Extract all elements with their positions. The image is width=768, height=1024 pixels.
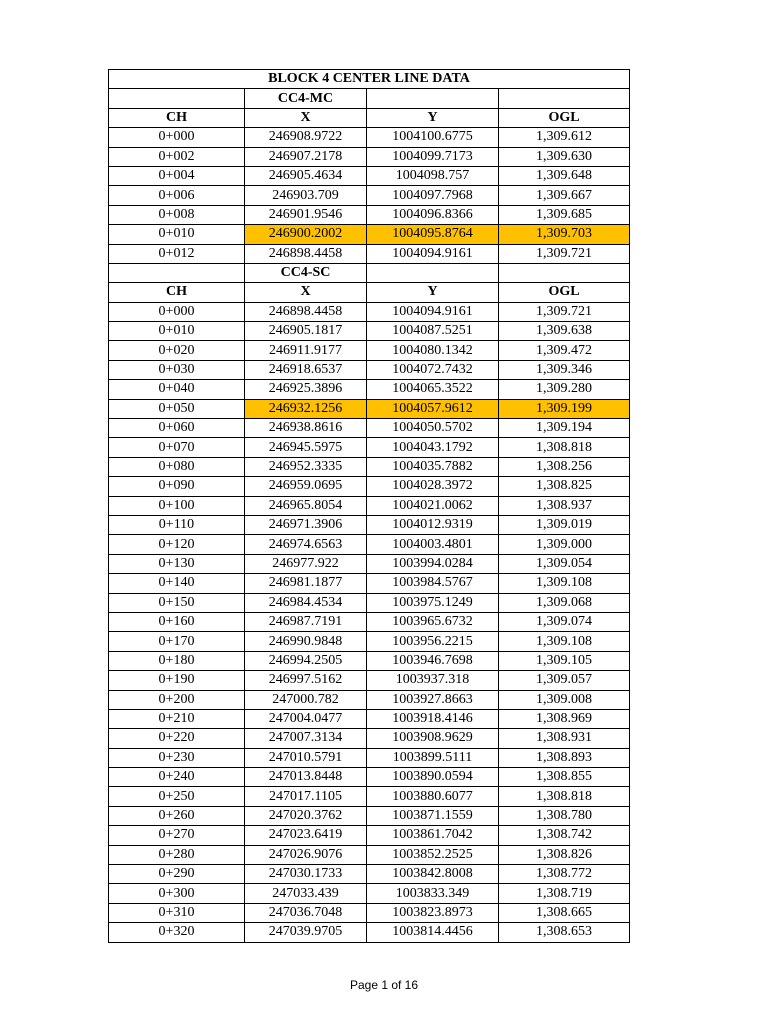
y-cell: 1003956.2215 <box>367 632 499 651</box>
table-row <box>109 826 630 845</box>
ch-cell: 0+120 <box>109 535 245 554</box>
x-cell: 247007.3134 <box>245 729 367 748</box>
table-row <box>109 496 630 515</box>
y-cell: 1003946.7698 <box>367 651 499 670</box>
y-cell: 1003852.2525 <box>367 845 499 864</box>
ogl-cell: 1,308.742 <box>499 826 630 845</box>
y-cell: 1004057.9612 <box>367 399 499 418</box>
x-cell: 246905.4634 <box>245 166 367 185</box>
section-name: CC4-MC <box>245 89 367 108</box>
x-cell: 247026.9076 <box>245 845 367 864</box>
x-cell: 246977.922 <box>245 554 367 573</box>
ogl-cell: 1,309.685 <box>499 205 630 224</box>
ch-cell: 0+320 <box>109 923 245 942</box>
ch-cell: 0+270 <box>109 826 245 845</box>
ogl-cell: 1,308.665 <box>499 903 630 922</box>
table-row <box>109 709 630 728</box>
table-row <box>109 923 630 942</box>
ogl-cell: 1,308.780 <box>499 806 630 825</box>
ch-cell: 0+060 <box>109 419 245 438</box>
ogl-cell: 1,308.818 <box>499 787 630 806</box>
table-row <box>109 128 630 147</box>
y-cell: 1003984.5767 <box>367 574 499 593</box>
x-cell: 246990.9848 <box>245 632 367 651</box>
column-header-ogl: OGL <box>499 283 630 302</box>
y-cell: 1003908.9629 <box>367 729 499 748</box>
ogl-cell: 1,308.772 <box>499 865 630 884</box>
table-row <box>109 671 630 690</box>
ch-cell: 0+280 <box>109 845 245 864</box>
table-row <box>109 147 630 166</box>
column-header-x: X <box>245 283 367 302</box>
y-cell: 1004098.757 <box>367 166 499 185</box>
column-header-row <box>109 283 630 302</box>
ch-cell: 0+300 <box>109 884 245 903</box>
x-cell: 246903.709 <box>245 186 367 205</box>
column-header-ch: CH <box>109 108 245 127</box>
x-cell: 246952.3335 <box>245 457 367 476</box>
ogl-cell: 1,309.280 <box>499 380 630 399</box>
table-body <box>109 70 630 943</box>
ogl-cell: 1,308.855 <box>499 768 630 787</box>
y-cell: 1004100.6775 <box>367 128 499 147</box>
table-row <box>109 360 630 379</box>
ch-cell: 0+090 <box>109 477 245 496</box>
table-row <box>109 574 630 593</box>
y-cell: 1003871.1559 <box>367 806 499 825</box>
table-row <box>109 457 630 476</box>
y-cell: 1003918.4146 <box>367 709 499 728</box>
x-cell: 247000.782 <box>245 690 367 709</box>
ogl-cell: 1,308.937 <box>499 496 630 515</box>
table-row <box>109 612 630 631</box>
ch-cell: 0+070 <box>109 438 245 457</box>
table-row <box>109 515 630 534</box>
y-cell: 1004094.9161 <box>367 244 499 263</box>
ogl-cell: 1,309.000 <box>499 535 630 554</box>
table-row <box>109 341 630 360</box>
table-row <box>109 225 630 244</box>
y-cell: 1003975.1249 <box>367 593 499 612</box>
y-cell: 1004094.9161 <box>367 302 499 321</box>
ch-cell: 0+004 <box>109 166 245 185</box>
ch-cell: 0+010 <box>109 225 245 244</box>
table-row <box>109 690 630 709</box>
table-row <box>109 632 630 651</box>
table-row <box>109 535 630 554</box>
ch-cell: 0+010 <box>109 322 245 341</box>
ch-cell: 0+220 <box>109 729 245 748</box>
table-row <box>109 903 630 922</box>
y-cell: 1004087.5251 <box>367 322 499 341</box>
ogl-cell: 1,308.256 <box>499 457 630 476</box>
table-row <box>109 787 630 806</box>
table-row <box>109 865 630 884</box>
table-row <box>109 166 630 185</box>
table-row <box>109 748 630 767</box>
column-header-y: Y <box>367 283 499 302</box>
ogl-cell: 1,309.346 <box>499 360 630 379</box>
y-cell: 1004012.9319 <box>367 515 499 534</box>
x-cell: 246898.4458 <box>245 244 367 263</box>
ogl-cell: 1,308.719 <box>499 884 630 903</box>
ch-cell: 0+310 <box>109 903 245 922</box>
table-row <box>109 419 630 438</box>
y-cell: 1004072.7432 <box>367 360 499 379</box>
page-footer: Page 1 of 16 <box>349 978 419 992</box>
ch-cell: 0+130 <box>109 554 245 573</box>
ch-cell: 0+140 <box>109 574 245 593</box>
table-row <box>109 322 630 341</box>
y-cell: 1003861.7042 <box>367 826 499 845</box>
table-row <box>109 554 630 573</box>
table-row <box>109 768 630 787</box>
y-cell: 1004043.1792 <box>367 438 499 457</box>
ch-cell: 0+050 <box>109 399 245 418</box>
x-cell: 246898.4458 <box>245 302 367 321</box>
y-cell: 1003880.6077 <box>367 787 499 806</box>
y-cell: 1003937.318 <box>367 671 499 690</box>
ogl-cell: 1,309.074 <box>499 612 630 631</box>
ogl-cell: 1,309.667 <box>499 186 630 205</box>
ch-cell: 0+210 <box>109 709 245 728</box>
table-row <box>109 845 630 864</box>
ogl-cell: 1,309.108 <box>499 632 630 651</box>
ch-cell: 0+008 <box>109 205 245 224</box>
ogl-cell: 1,308.825 <box>499 477 630 496</box>
ch-cell: 0+040 <box>109 380 245 399</box>
column-header-y: Y <box>367 108 499 127</box>
ch-cell: 0+020 <box>109 341 245 360</box>
column-header-row <box>109 108 630 127</box>
y-cell: 1004096.8366 <box>367 205 499 224</box>
section-spacer-cell <box>367 263 499 282</box>
x-cell: 246974.6563 <box>245 535 367 554</box>
x-cell: 246925.3896 <box>245 380 367 399</box>
table-row <box>109 593 630 612</box>
y-cell: 1003823.8973 <box>367 903 499 922</box>
x-cell: 246959.0695 <box>245 477 367 496</box>
ch-cell: 0+240 <box>109 768 245 787</box>
ch-cell: 0+190 <box>109 671 245 690</box>
ch-cell: 0+000 <box>109 302 245 321</box>
x-cell: 246981.1877 <box>245 574 367 593</box>
ch-cell: 0+110 <box>109 515 245 534</box>
column-header-ogl: OGL <box>499 108 630 127</box>
y-cell: 1004097.7968 <box>367 186 499 205</box>
section-spacer-cell <box>109 89 245 108</box>
section-name: CC4-SC <box>245 263 367 282</box>
table-row <box>109 399 630 418</box>
ch-cell: 0+030 <box>109 360 245 379</box>
x-cell: 246965.8054 <box>245 496 367 515</box>
ogl-cell: 1,309.054 <box>499 554 630 573</box>
ch-cell: 0+290 <box>109 865 245 884</box>
ogl-cell: 1,308.931 <box>499 729 630 748</box>
ogl-cell: 1,308.893 <box>499 748 630 767</box>
y-cell: 1003899.5111 <box>367 748 499 767</box>
ch-cell: 0+002 <box>109 147 245 166</box>
y-cell: 1004003.4801 <box>367 535 499 554</box>
y-cell: 1004099.7173 <box>367 147 499 166</box>
x-cell: 247023.6419 <box>245 826 367 845</box>
ogl-cell: 1,308.653 <box>499 923 630 942</box>
ogl-cell: 1,309.638 <box>499 322 630 341</box>
table-row <box>109 884 630 903</box>
x-cell: 247020.3762 <box>245 806 367 825</box>
ogl-cell: 1,309.008 <box>499 690 630 709</box>
ogl-cell: 1,308.826 <box>499 845 630 864</box>
ogl-cell: 1,309.019 <box>499 515 630 534</box>
table-row <box>109 205 630 224</box>
y-cell: 1004028.3972 <box>367 477 499 496</box>
y-cell: 1003814.4456 <box>367 923 499 942</box>
x-cell: 247036.7048 <box>245 903 367 922</box>
y-cell: 1004035.7882 <box>367 457 499 476</box>
column-header-x: X <box>245 108 367 127</box>
x-cell: 247004.0477 <box>245 709 367 728</box>
ogl-cell: 1,309.068 <box>499 593 630 612</box>
x-cell: 246901.9546 <box>245 205 367 224</box>
ogl-cell: 1,309.194 <box>499 419 630 438</box>
y-cell: 1004095.8764 <box>367 225 499 244</box>
table-row <box>109 244 630 263</box>
x-cell: 246984.4534 <box>245 593 367 612</box>
section-spacer-cell <box>499 89 630 108</box>
y-cell: 1004050.5702 <box>367 419 499 438</box>
y-cell: 1004080.1342 <box>367 341 499 360</box>
ogl-cell: 1,309.703 <box>499 225 630 244</box>
ogl-cell: 1,309.721 <box>499 244 630 263</box>
ogl-cell: 1,309.630 <box>499 147 630 166</box>
x-cell: 247017.1105 <box>245 787 367 806</box>
section-header-row <box>109 263 630 282</box>
ogl-cell: 1,309.721 <box>499 302 630 321</box>
y-cell: 1003842.8008 <box>367 865 499 884</box>
section-spacer-cell <box>367 89 499 108</box>
x-cell: 247033.439 <box>245 884 367 903</box>
y-cell: 1003890.0594 <box>367 768 499 787</box>
x-cell: 246908.9722 <box>245 128 367 147</box>
x-cell: 246900.2002 <box>245 225 367 244</box>
x-cell: 247030.1733 <box>245 865 367 884</box>
x-cell: 247010.5791 <box>245 748 367 767</box>
x-cell: 246938.8616 <box>245 419 367 438</box>
ch-cell: 0+100 <box>109 496 245 515</box>
x-cell: 246907.2178 <box>245 147 367 166</box>
x-cell: 246945.5975 <box>245 438 367 457</box>
section-spacer-cell <box>499 263 630 282</box>
y-cell: 1004021.0062 <box>367 496 499 515</box>
ch-cell: 0+180 <box>109 651 245 670</box>
ogl-cell: 1,309.612 <box>499 128 630 147</box>
ogl-cell: 1,308.969 <box>499 709 630 728</box>
x-cell: 246932.1256 <box>245 399 367 418</box>
x-cell: 247039.9705 <box>245 923 367 942</box>
ogl-cell: 1,309.648 <box>499 166 630 185</box>
ch-cell: 0+012 <box>109 244 245 263</box>
table-row <box>109 438 630 457</box>
table-row <box>109 729 630 748</box>
x-cell: 246911.9177 <box>245 341 367 360</box>
section-header-row <box>109 89 630 108</box>
ogl-cell: 1,309.057 <box>499 671 630 690</box>
ch-cell: 0+006 <box>109 186 245 205</box>
title-row <box>109 70 630 89</box>
ch-cell: 0+200 <box>109 690 245 709</box>
x-cell: 246994.2505 <box>245 651 367 670</box>
table-row <box>109 806 630 825</box>
ch-cell: 0+000 <box>109 128 245 147</box>
x-cell: 246918.6537 <box>245 360 367 379</box>
ch-cell: 0+080 <box>109 457 245 476</box>
ogl-cell: 1,309.199 <box>499 399 630 418</box>
y-cell: 1003833.349 <box>367 884 499 903</box>
ogl-cell: 1,308.818 <box>499 438 630 457</box>
table-row <box>109 651 630 670</box>
table-title: BLOCK 4 CENTER LINE DATA <box>109 70 630 89</box>
x-cell: 246971.3906 <box>245 515 367 534</box>
ch-cell: 0+170 <box>109 632 245 651</box>
ch-cell: 0+250 <box>109 787 245 806</box>
y-cell: 1003927.8663 <box>367 690 499 709</box>
center-line-data-table <box>108 69 630 943</box>
ch-cell: 0+260 <box>109 806 245 825</box>
table-row <box>109 186 630 205</box>
x-cell: 246997.5162 <box>245 671 367 690</box>
x-cell: 246987.7191 <box>245 612 367 631</box>
ogl-cell: 1,309.105 <box>499 651 630 670</box>
ch-cell: 0+150 <box>109 593 245 612</box>
y-cell: 1003965.6732 <box>367 612 499 631</box>
column-header-ch: CH <box>109 283 245 302</box>
y-cell: 1004065.3522 <box>367 380 499 399</box>
y-cell: 1003994.0284 <box>367 554 499 573</box>
ch-cell: 0+160 <box>109 612 245 631</box>
section-spacer-cell <box>109 263 245 282</box>
x-cell: 246905.1817 <box>245 322 367 341</box>
ch-cell: 0+230 <box>109 748 245 767</box>
ogl-cell: 1,309.108 <box>499 574 630 593</box>
table-row <box>109 380 630 399</box>
table-row <box>109 302 630 321</box>
ogl-cell: 1,309.472 <box>499 341 630 360</box>
table-row <box>109 477 630 496</box>
x-cell: 247013.8448 <box>245 768 367 787</box>
